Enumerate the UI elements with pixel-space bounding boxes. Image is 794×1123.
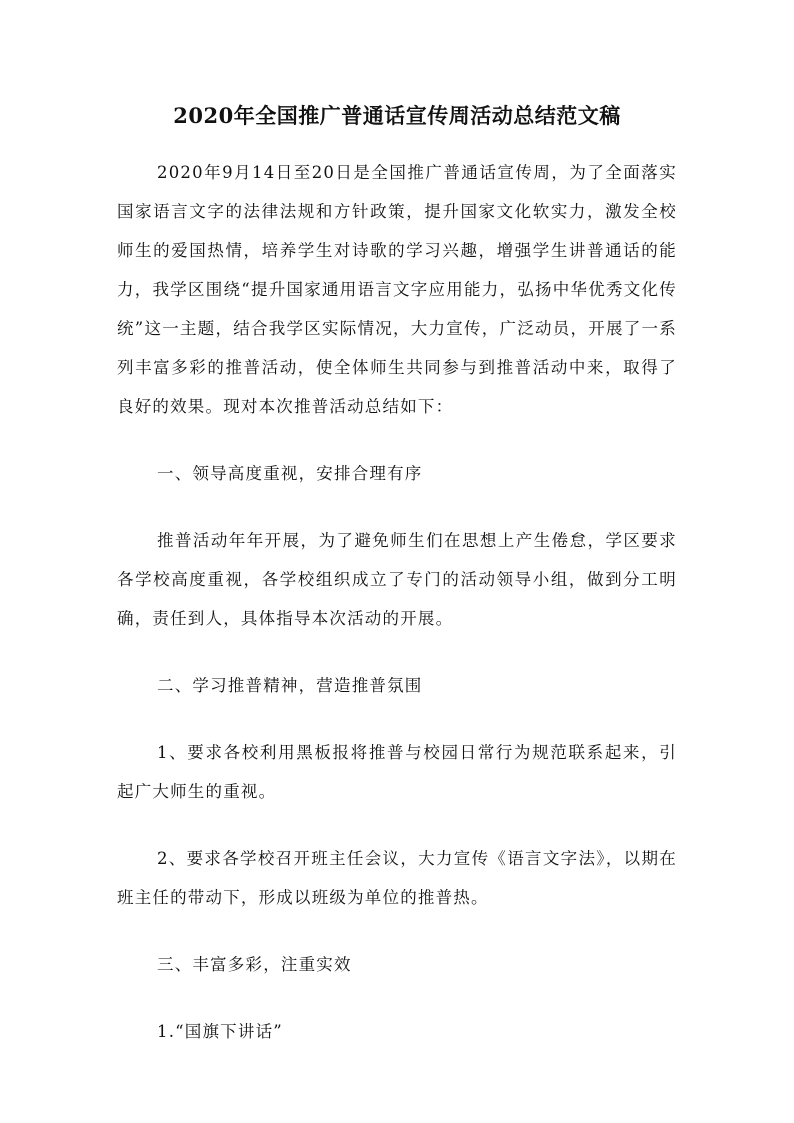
paragraph-gap xyxy=(117,917,677,945)
document-title: 2020年全国推广普通话宣传周活动总结范文稿 xyxy=(173,103,621,128)
paragraph-gap xyxy=(117,426,677,454)
section-heading-2: 二、学习推普精神，营造推普氛围 xyxy=(157,676,423,695)
paragraph-gap xyxy=(117,984,677,1012)
intro-paragraph: 2020年9月14日至20日是全国推广普通话宣传周，为了全面落实国家语言文字的法律法规和方针政策，提升国家文化软实力，激发全校师生的爱国热情，培养学生对诗歌的学习兴趣，增强学生讲普通话的能力，我学区围绕“提升国家通用语言文字应用能力，弘扬中华优秀文化传统”这一主题，结合我学区实际情况，大力宣传，广泛动员，开展了一系列丰富多彩的推普活动，使全体师生共同参与到推普活动中来，取得了良好的效果。现对本次推普活动总结如下： xyxy=(117,163,677,416)
section-heading-1: 一、领导高度重视，安排合理有序 xyxy=(157,464,423,483)
section-3-item-1: 1.“国旗下讲话” xyxy=(157,1022,283,1041)
section-1-paragraph: 推普活动年年开展，为了避免师生们在思想上产生倦怠，学区要求各学校高度重视，各学校组织成立了专门的活动领导小组，做到分工明确，责任到人，具体指导本次活动的开展。 xyxy=(117,531,677,628)
paragraph-gap xyxy=(117,638,677,666)
section-heading-3: 三、丰富多彩，注重实效 xyxy=(157,955,352,974)
paragraph-gap xyxy=(117,705,677,733)
document-body xyxy=(117,153,677,1051)
paragraph-gap xyxy=(117,811,677,839)
section-2-item-1: 1、要求各校利用黑板报将推普与校园日常行为规范联系起来，引起广大师生的重视。 xyxy=(117,743,677,801)
paragraph-gap xyxy=(117,493,677,521)
section-2-item-2: 2、要求各学校召开班主任会议，大力宣传《语言文字法》，以期在班主任的带动下，形成以班级为单位的推普热。 xyxy=(117,849,677,907)
